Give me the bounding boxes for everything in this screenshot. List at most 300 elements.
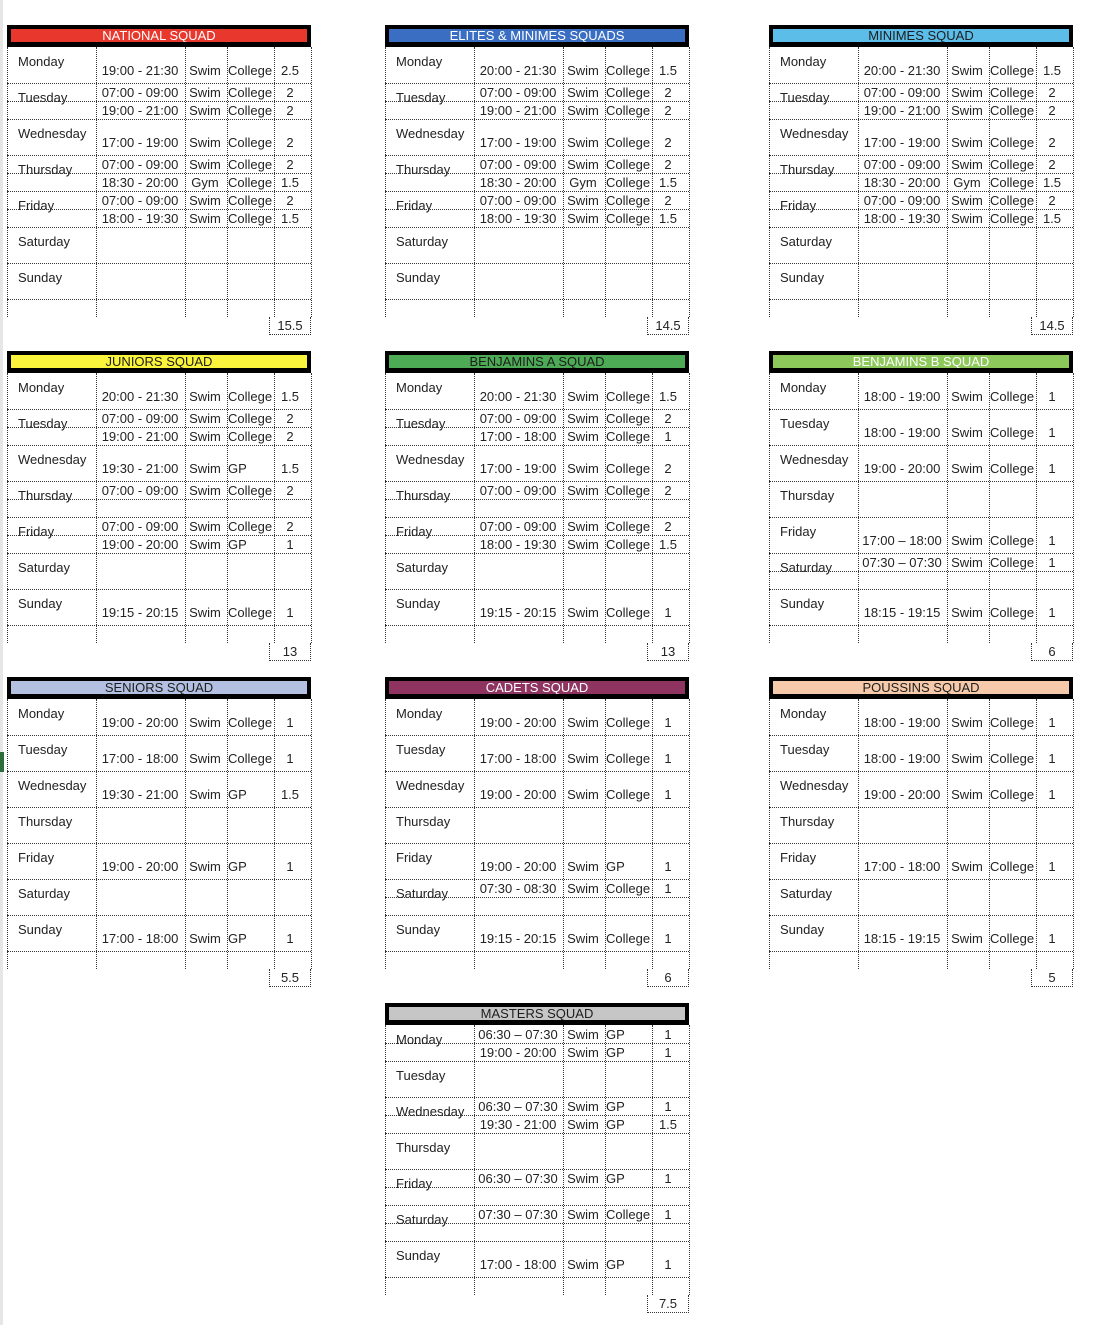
squad-header xyxy=(769,351,1073,373)
row-line xyxy=(7,481,311,482)
session-activity: Swim xyxy=(189,193,221,208)
sub-row-line xyxy=(385,1223,689,1224)
session-hours: 2 xyxy=(664,519,672,534)
session-location: GP xyxy=(606,1171,625,1186)
session-location: College xyxy=(228,751,273,766)
squad-title: MINIMES SQUAD xyxy=(773,29,1069,42)
row-line xyxy=(385,625,689,626)
session-time: 18:30 - 20:00 xyxy=(479,175,557,190)
session-time: 07:00 - 09:00 xyxy=(101,157,179,172)
session-time: 17:00 - 18:00 xyxy=(101,751,179,766)
session-activity: Swim xyxy=(189,787,221,802)
schedule-table xyxy=(385,1025,689,1311)
day-label: Monday xyxy=(18,706,65,721)
row-line xyxy=(385,807,689,808)
squad-header xyxy=(7,25,311,47)
session-hours: 1 xyxy=(286,931,294,946)
session-hours: 1.5 xyxy=(658,175,678,190)
session-hours: 2 xyxy=(286,429,294,444)
day-label: Saturday xyxy=(18,560,71,575)
session-location: College xyxy=(606,483,651,498)
weekly-total-hours: 5 xyxy=(1031,969,1073,987)
session-location: College xyxy=(990,787,1035,802)
squad-benjamins-a xyxy=(385,351,689,659)
session-time: 19:00 - 20:00 xyxy=(101,537,179,552)
row-line xyxy=(769,517,1073,518)
session-hours: 2.5 xyxy=(280,63,300,78)
squad-seniors xyxy=(7,677,311,985)
session-activity: Swim xyxy=(567,1117,599,1132)
session-activity: Swim xyxy=(567,1171,599,1186)
grid-column-line xyxy=(1036,47,1037,317)
session-time: 18:00 - 19:30 xyxy=(863,211,941,226)
day-label: Sunday xyxy=(396,596,441,611)
schedule-table xyxy=(7,47,311,333)
session-hours: 1 xyxy=(664,715,672,730)
session-activity: Swim xyxy=(189,211,221,226)
row-line xyxy=(385,83,689,84)
session-location: GP xyxy=(606,1045,625,1060)
grid-column-line xyxy=(769,373,770,643)
day-label: Tuesday xyxy=(780,90,830,105)
session-hours: 1.5 xyxy=(658,537,678,552)
row-line xyxy=(385,119,689,120)
session-location: GP xyxy=(606,1117,625,1132)
session-time: 19:15 - 20:15 xyxy=(479,605,557,620)
session-activity: Swim xyxy=(951,193,983,208)
session-time: 18:15 - 19:15 xyxy=(863,605,941,620)
session-activity: Swim xyxy=(189,859,221,874)
session-hours: 2 xyxy=(286,483,294,498)
day-label: Sunday xyxy=(780,596,825,611)
day-label: Monday xyxy=(396,1032,443,1047)
day-label: Friday xyxy=(780,198,817,213)
session-activity: Swim xyxy=(951,787,983,802)
session-hours: 1 xyxy=(1048,931,1056,946)
session-time: 17:00 – 18:00 xyxy=(862,533,942,548)
grid-column-line xyxy=(385,1025,386,1295)
row-line xyxy=(385,1097,689,1098)
squad-title: SENIORS SQUAD xyxy=(11,681,307,694)
session-hours: 1 xyxy=(1048,605,1056,620)
session-location: College xyxy=(606,605,651,620)
session-hours: 1 xyxy=(286,537,294,552)
session-time: 19:30 - 21:00 xyxy=(101,461,179,476)
session-activity: Swim xyxy=(951,461,983,476)
sub-row-line xyxy=(7,101,311,102)
row-line xyxy=(7,119,311,120)
session-hours: 2 xyxy=(1048,85,1056,100)
row-line xyxy=(385,155,689,156)
session-time: 18:00 - 19:00 xyxy=(863,751,941,766)
row-line xyxy=(7,227,311,228)
session-location: College xyxy=(990,533,1035,548)
day-label: Friday xyxy=(780,850,817,865)
session-location: College xyxy=(606,1207,651,1222)
session-location: College xyxy=(606,211,651,226)
day-label: Thursday xyxy=(18,488,73,503)
session-hours: 1.5 xyxy=(658,211,678,226)
grid-column-line xyxy=(989,373,990,643)
session-activity: Swim xyxy=(567,605,599,620)
session-hours: 2 xyxy=(286,85,294,100)
grid-column-line xyxy=(274,373,275,643)
session-time: 07:00 - 09:00 xyxy=(101,193,179,208)
session-location: College xyxy=(228,429,273,444)
session-location: College xyxy=(606,519,651,534)
session-time: 07:00 - 09:00 xyxy=(479,483,557,498)
session-hours: 1 xyxy=(1048,425,1056,440)
session-location: College xyxy=(606,175,651,190)
squad-benjamins-b xyxy=(769,351,1073,659)
session-time: 07:00 - 09:00 xyxy=(479,85,557,100)
day-label: Wednesday xyxy=(396,126,465,141)
session-activity: Swim xyxy=(189,103,221,118)
session-time: 17:00 - 19:00 xyxy=(479,461,557,476)
session-location: College xyxy=(228,411,273,426)
session-time: 19:00 - 20:00 xyxy=(479,859,557,874)
session-location: College xyxy=(228,193,273,208)
day-label: Friday xyxy=(396,850,433,865)
session-location: College xyxy=(228,157,273,172)
session-time: 18:00 - 19:00 xyxy=(863,715,941,730)
grid-column-line xyxy=(274,47,275,317)
session-activity: Swim xyxy=(951,859,983,874)
grid-column-line xyxy=(311,373,312,643)
weekly-total-hours: 13 xyxy=(647,643,689,661)
session-location: College xyxy=(228,135,273,150)
session-time: 17:00 - 18:00 xyxy=(101,931,179,946)
row-line xyxy=(385,299,689,300)
day-label: Tuesday xyxy=(18,742,68,757)
session-activity: Swim xyxy=(567,483,599,498)
day-label: Monday xyxy=(780,706,827,721)
weekly-total-hours: 15.5 xyxy=(269,317,311,335)
row-line xyxy=(385,915,689,916)
session-time: 18:30 - 20:00 xyxy=(101,175,179,190)
row-line xyxy=(769,299,1073,300)
session-time: 19:15 - 20:15 xyxy=(479,931,557,946)
session-activity: Swim xyxy=(951,715,983,730)
session-hours: 2 xyxy=(664,103,672,118)
session-location: GP xyxy=(606,859,625,874)
session-location: College xyxy=(606,135,651,150)
schedule-table xyxy=(385,699,689,985)
squad-header xyxy=(385,25,689,47)
session-activity: Swim xyxy=(567,1257,599,1272)
squad-header xyxy=(385,351,689,373)
row-line xyxy=(385,553,689,554)
row-line xyxy=(769,771,1073,772)
session-hours: 1 xyxy=(286,605,294,620)
session-time: 17:00 - 18:00 xyxy=(479,751,557,766)
row-line xyxy=(385,1061,689,1062)
row-line xyxy=(769,915,1073,916)
session-time: 19:00 - 21:30 xyxy=(101,63,179,78)
session-time: 07:00 - 09:00 xyxy=(101,411,179,426)
session-hours: 1.5 xyxy=(658,1117,678,1132)
session-location: GP xyxy=(228,537,247,552)
day-label: Friday xyxy=(780,524,817,539)
session-activity: Swim xyxy=(189,519,221,534)
session-location: College xyxy=(990,931,1035,946)
squad-national xyxy=(7,25,311,333)
grid-column-line xyxy=(474,699,475,969)
session-time: 20:00 - 21:30 xyxy=(101,389,179,404)
row-line xyxy=(769,625,1073,626)
session-activity: Gym xyxy=(569,175,597,190)
row-line xyxy=(769,191,1073,192)
session-time: 18:15 - 19:15 xyxy=(863,931,941,946)
session-location: College xyxy=(228,605,273,620)
session-time: 19:15 - 20:15 xyxy=(101,605,179,620)
row-line xyxy=(769,481,1073,482)
schedule-table xyxy=(769,47,1073,333)
session-hours: 1 xyxy=(664,1099,672,1114)
session-hours: 1 xyxy=(1048,787,1056,802)
grid-column-line xyxy=(689,1025,690,1295)
row-line xyxy=(769,951,1073,952)
session-activity: Swim xyxy=(567,881,599,896)
day-label: Saturday xyxy=(396,886,449,901)
session-activity: Swim xyxy=(951,931,983,946)
squad-title: POUSSINS SQUAD xyxy=(773,681,1069,694)
session-hours: 1 xyxy=(664,881,672,896)
session-location: GP xyxy=(606,1099,625,1114)
squad-minimes xyxy=(769,25,1073,333)
session-time: 07:00 - 09:00 xyxy=(863,193,941,208)
row-line xyxy=(7,915,311,916)
session-location: College xyxy=(228,715,273,730)
grid-column-line xyxy=(7,699,8,969)
session-hours: 1.5 xyxy=(1042,175,1062,190)
sub-row-line xyxy=(769,173,1073,174)
session-time: 07:00 - 09:00 xyxy=(479,519,557,534)
row-line xyxy=(385,1277,689,1278)
session-location: College xyxy=(228,389,273,404)
grid-column-line xyxy=(858,699,859,969)
weekly-total-hours: 14.5 xyxy=(1031,317,1073,335)
session-hours: 1.5 xyxy=(658,63,678,78)
session-hours: 1 xyxy=(286,859,294,874)
session-activity: Swim xyxy=(189,715,221,730)
grid-column-line xyxy=(7,373,8,643)
session-time: 17:00 - 19:00 xyxy=(863,135,941,150)
session-activity: Swim xyxy=(567,1207,599,1222)
session-activity: Swim xyxy=(951,63,983,78)
day-label: Saturday xyxy=(780,560,833,575)
row-line xyxy=(7,299,311,300)
session-location: College xyxy=(228,211,273,226)
row-line xyxy=(7,589,311,590)
sub-row-line xyxy=(385,897,689,898)
day-label: Tuesday xyxy=(396,1068,446,1083)
grid-column-line xyxy=(652,373,653,643)
sub-row-line xyxy=(385,499,689,500)
session-hours: 1 xyxy=(664,1257,672,1272)
day-label: Friday xyxy=(18,850,55,865)
grid-column-line xyxy=(563,699,564,969)
day-label: Monday xyxy=(396,380,443,395)
session-hours: 1.5 xyxy=(280,461,300,476)
session-time: 06:30 – 07:30 xyxy=(478,1027,558,1042)
session-hours: 1 xyxy=(664,751,672,766)
row-line xyxy=(385,517,689,518)
session-time: 19:00 - 20:00 xyxy=(479,715,557,730)
session-time: 19:00 - 20:00 xyxy=(101,859,179,874)
row-line xyxy=(7,625,311,626)
session-location: College xyxy=(606,411,651,426)
day-label: Friday xyxy=(396,1176,433,1191)
session-time: 19:00 - 21:00 xyxy=(101,429,179,444)
squad-header xyxy=(7,677,311,699)
squad-poussins xyxy=(769,677,1073,985)
session-location: College xyxy=(606,461,651,476)
session-time: 18:00 - 19:30 xyxy=(479,211,557,226)
session-activity: Swim xyxy=(189,751,221,766)
grid-column-line xyxy=(563,1025,564,1295)
session-location: College xyxy=(228,103,273,118)
row-line xyxy=(769,83,1073,84)
session-time: 06:30 – 07:30 xyxy=(478,1171,558,1186)
session-hours: 1 xyxy=(286,751,294,766)
session-activity: Swim xyxy=(567,751,599,766)
session-time: 18:00 - 19:30 xyxy=(479,537,557,552)
session-time: 07:00 - 09:00 xyxy=(101,519,179,534)
session-hours: 2 xyxy=(286,193,294,208)
session-hours: 2 xyxy=(286,411,294,426)
day-label: Thursday xyxy=(18,814,73,829)
session-location: College xyxy=(606,881,651,896)
session-time: 18:00 - 19:00 xyxy=(863,389,941,404)
session-time: 19:00 - 20:00 xyxy=(479,787,557,802)
left-edge-marker xyxy=(0,752,4,772)
row-line xyxy=(385,481,689,482)
row-line xyxy=(7,807,311,808)
session-activity: Swim xyxy=(189,483,221,498)
row-line xyxy=(385,227,689,228)
grid-column-line xyxy=(474,1025,475,1295)
squad-title: BENJAMINS B SQUAD xyxy=(773,355,1069,368)
day-label: Saturday xyxy=(18,234,71,249)
row-line xyxy=(769,227,1073,228)
squad-masters xyxy=(385,1003,689,1311)
session-location: GP xyxy=(228,787,247,802)
session-location: GP xyxy=(606,1027,625,1042)
session-hours: 1 xyxy=(1048,533,1056,548)
day-label: Saturday xyxy=(396,560,449,575)
row-line xyxy=(7,191,311,192)
session-activity: Swim xyxy=(951,157,983,172)
day-label: Tuesday xyxy=(18,416,68,431)
row-line xyxy=(385,1205,689,1206)
session-location: College xyxy=(228,85,273,100)
session-activity: Gym xyxy=(953,175,981,190)
row-line xyxy=(385,409,689,410)
grid-column-line xyxy=(652,1025,653,1295)
session-time: 06:30 – 07:30 xyxy=(478,1099,558,1114)
session-location: College xyxy=(990,425,1035,440)
squad-title: MASTERS SQUAD xyxy=(389,1007,685,1020)
session-activity: Swim xyxy=(567,157,599,172)
day-label: Sunday xyxy=(18,270,63,285)
session-activity: Swim xyxy=(567,389,599,404)
day-label: Wednesday xyxy=(18,126,87,141)
session-hours: 1.5 xyxy=(658,389,678,404)
session-time: 07:30 - 08:30 xyxy=(479,881,557,896)
schedule-table xyxy=(769,373,1073,659)
session-activity: Swim xyxy=(189,135,221,150)
row-line xyxy=(769,445,1073,446)
squad-juniors xyxy=(7,351,311,659)
row-line xyxy=(769,879,1073,880)
weekly-total-hours: 5.5 xyxy=(269,969,311,987)
session-hours: 1 xyxy=(664,787,672,802)
grid-column-line xyxy=(769,699,770,969)
session-hours: 1 xyxy=(1048,389,1056,404)
session-time: 20:00 - 21:30 xyxy=(479,389,557,404)
session-hours: 1.5 xyxy=(1042,63,1062,78)
day-label: Friday xyxy=(18,198,55,213)
row-line xyxy=(769,843,1073,844)
grid-column-line xyxy=(311,47,312,317)
session-hours: 1 xyxy=(664,1045,672,1060)
session-activity: Swim xyxy=(951,389,983,404)
row-line xyxy=(769,807,1073,808)
row-line xyxy=(385,951,689,952)
session-activity: Swim xyxy=(567,715,599,730)
session-location: College xyxy=(990,85,1035,100)
session-hours: 1.5 xyxy=(280,211,300,226)
squad-header xyxy=(7,351,311,373)
row-line xyxy=(7,843,311,844)
session-location: College xyxy=(990,157,1035,172)
grid-column-line xyxy=(652,699,653,969)
session-activity: Swim xyxy=(951,135,983,150)
grid-column-line xyxy=(652,47,653,317)
day-label: Tuesday xyxy=(780,742,830,757)
session-activity: Swim xyxy=(951,425,983,440)
row-line xyxy=(385,263,689,264)
weekly-total-hours: 6 xyxy=(647,969,689,987)
row-line xyxy=(385,735,689,736)
row-line xyxy=(7,517,311,518)
session-location: GP xyxy=(228,931,247,946)
row-line xyxy=(7,771,311,772)
day-label: Wednesday xyxy=(780,452,849,467)
session-hours: 1 xyxy=(286,715,294,730)
session-hours: 2 xyxy=(286,519,294,534)
day-label: Saturday xyxy=(18,886,71,901)
session-location: College xyxy=(990,555,1035,570)
row-line xyxy=(385,589,689,590)
session-activity: Swim xyxy=(567,63,599,78)
day-label: Saturday xyxy=(780,886,833,901)
day-label: Sunday xyxy=(780,270,825,285)
day-label: Friday xyxy=(18,524,55,539)
session-hours: 1.5 xyxy=(1042,211,1062,226)
session-hours: 2 xyxy=(286,135,294,150)
session-hours: 1.5 xyxy=(280,175,300,190)
session-hours: 1 xyxy=(664,1207,672,1222)
session-time: 07:30 – 07:30 xyxy=(862,555,942,570)
session-hours: 1.5 xyxy=(280,389,300,404)
day-label: Wednesday xyxy=(18,778,87,793)
row-line xyxy=(769,119,1073,120)
squad-header xyxy=(385,1003,689,1025)
session-hours: 1 xyxy=(1048,715,1056,730)
session-time: 19:00 - 21:00 xyxy=(863,103,941,118)
